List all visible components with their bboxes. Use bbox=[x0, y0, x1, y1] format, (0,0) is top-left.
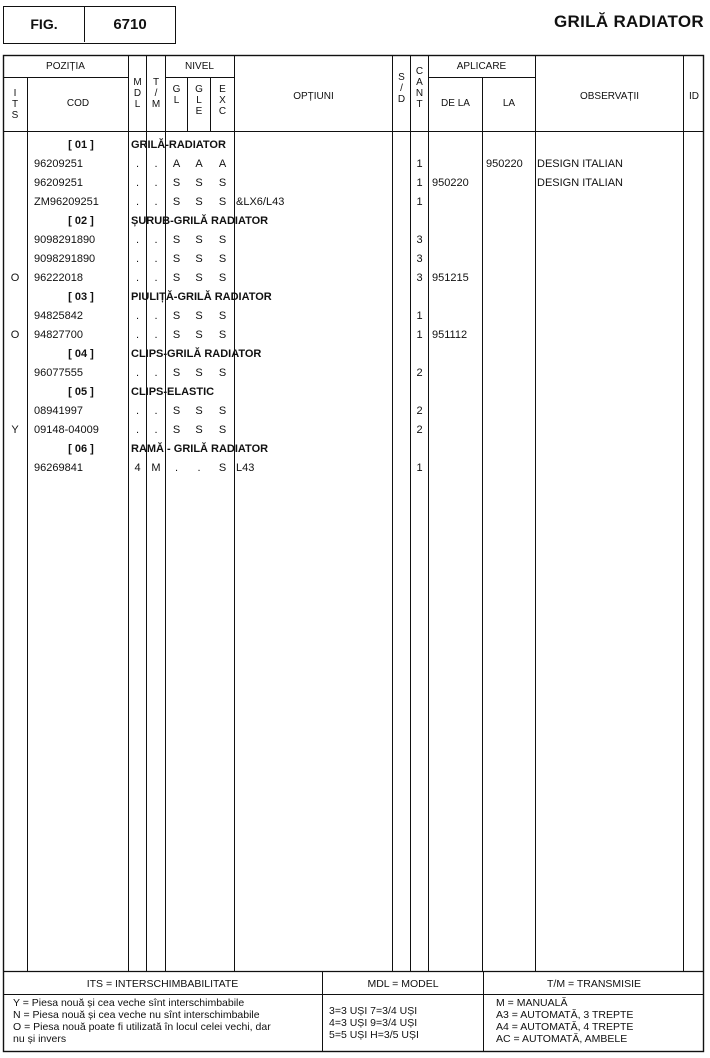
legend-tm-line: M = MANUALĂ bbox=[496, 997, 568, 1009]
cell-tm: M bbox=[151, 462, 161, 474]
cell-cant: 1 bbox=[416, 196, 423, 208]
cell-opt: &LX6/L43 bbox=[236, 196, 285, 208]
legend-its-line: N = Piesa nouă și cea veche nu sînt interschimbabile bbox=[13, 1009, 260, 1021]
cell-gle: S bbox=[195, 253, 203, 265]
cell-exc: A bbox=[218, 158, 227, 170]
cell-gle: S bbox=[195, 329, 203, 341]
cell-its: O bbox=[10, 329, 20, 341]
cell-mdl: . bbox=[135, 272, 140, 284]
cell-mdl: . bbox=[135, 253, 140, 265]
cell-gl: S bbox=[172, 234, 181, 246]
cell-cant: 3 bbox=[416, 234, 423, 246]
cell-gl: . bbox=[174, 462, 179, 474]
cell-gle: S bbox=[195, 405, 203, 417]
cell-its: Y bbox=[11, 424, 19, 436]
header-gl: G L bbox=[172, 84, 181, 106]
header-its: I T S bbox=[11, 88, 19, 121]
cell-gle: S bbox=[195, 234, 203, 246]
cell-gle: S bbox=[195, 272, 203, 284]
cell-cod: 9098291890 bbox=[34, 234, 96, 246]
group-name: ȘURUB-GRILĂ RADIATOR bbox=[131, 215, 269, 227]
cell-exc: S bbox=[218, 253, 227, 265]
cell-gle: A bbox=[195, 158, 203, 170]
legend-tm-title: T/M = TRANSMISIE bbox=[546, 978, 642, 990]
legend-mdl-lines bbox=[329, 1005, 419, 1041]
cell-de-la: 951215 bbox=[432, 272, 469, 284]
cell-cant: 2 bbox=[416, 405, 423, 417]
legend-tm-lines bbox=[496, 997, 633, 1045]
cell-mdl: . bbox=[135, 367, 140, 379]
cell-tm: . bbox=[154, 272, 158, 284]
cell-tm: . bbox=[154, 177, 158, 189]
header-cod: COD bbox=[66, 98, 90, 109]
legend-mdl-title: MDL = MODEL bbox=[367, 978, 439, 990]
legend-its-line: O = Piesa nouă poate fi utilizată în locul celei vechi, dar bbox=[13, 1021, 271, 1033]
cell-de-la: 950220 bbox=[432, 177, 469, 189]
cell-cod: 08941997 bbox=[34, 405, 83, 417]
header-pozitia: POZIȚIA bbox=[46, 61, 85, 72]
cell-mdl: . bbox=[135, 405, 140, 417]
cell-exc: S bbox=[218, 234, 227, 246]
cell-exc: S bbox=[218, 367, 227, 379]
group-position: [ 05 ] bbox=[68, 386, 94, 398]
cell-exc: S bbox=[218, 177, 227, 189]
cell-gle: S bbox=[195, 424, 203, 436]
cell-exc: S bbox=[218, 196, 227, 208]
header-cant: C A N T bbox=[415, 66, 424, 110]
cell-cant: 2 bbox=[416, 424, 423, 436]
cell-tm: . bbox=[154, 424, 158, 436]
cell-gl: S bbox=[172, 405, 181, 417]
cell-obs: DESIGN ITALIAN bbox=[537, 158, 623, 170]
group-name: CLIPS-ELASTIC bbox=[131, 386, 215, 398]
cell-mdl: . bbox=[135, 196, 140, 208]
cell-cant: 1 bbox=[416, 329, 423, 341]
cell-cant: 2 bbox=[416, 367, 423, 379]
cell-opt: L43 bbox=[236, 462, 255, 474]
cell-cant: 3 bbox=[416, 253, 423, 265]
group-position: [ 06 ] bbox=[68, 443, 94, 455]
cell-tm: . bbox=[154, 310, 158, 322]
cell-tm: . bbox=[154, 196, 158, 208]
cell-exc: S bbox=[218, 329, 227, 341]
page-title: GRILĂ RADIATOR bbox=[554, 12, 704, 31]
cell-cant: 1 bbox=[416, 158, 423, 170]
cell-gl: S bbox=[172, 253, 181, 265]
cell-gl: S bbox=[172, 310, 181, 322]
cell-tm: . bbox=[154, 405, 158, 417]
cell-cod: 96209251 bbox=[34, 158, 83, 170]
group-position: [ 01 ] bbox=[68, 139, 94, 151]
cell-mdl: 4 bbox=[134, 462, 141, 474]
cell-cod: 94827700 bbox=[34, 329, 83, 341]
legend-tm-line: A4 = AUTOMATĂ, 4 TREPTE bbox=[496, 1021, 634, 1033]
cell-exc: S bbox=[218, 310, 227, 322]
cell-la: 950220 bbox=[486, 158, 523, 170]
cell-tm: . bbox=[154, 253, 158, 265]
cell-exc: S bbox=[218, 424, 227, 436]
cell-gle: S bbox=[195, 196, 203, 208]
legend-its-line: nu și invers bbox=[13, 1033, 67, 1045]
cell-gle: . bbox=[197, 462, 201, 474]
cell-mdl: . bbox=[135, 158, 140, 170]
cell-mdl: . bbox=[135, 424, 140, 436]
cell-tm: . bbox=[154, 234, 158, 246]
cell-gl: S bbox=[172, 272, 181, 284]
legend-mdl-line: 4=3 UȘI 9=3/4 UȘI bbox=[329, 1017, 418, 1029]
cell-cod: 96209251 bbox=[34, 177, 83, 189]
cell-cod: 96269841 bbox=[34, 462, 83, 474]
legend-its-title: ITS = INTERSCHIMBABILITATE bbox=[86, 978, 239, 990]
cell-gle: S bbox=[195, 367, 203, 379]
header-optiuni: OPȚIUNI bbox=[293, 91, 334, 102]
figure-number: 6710 bbox=[113, 16, 147, 33]
group-name: RAMĂ - GRILĂ RADIATOR bbox=[131, 443, 269, 455]
cell-mdl: . bbox=[135, 234, 140, 246]
cell-cod: 9098291890 bbox=[34, 253, 96, 265]
cell-cant: 1 bbox=[416, 177, 423, 189]
cell-cod: 96222018 bbox=[34, 272, 83, 284]
cell-cod: 09148-04009 bbox=[34, 424, 99, 436]
cell-mdl: . bbox=[135, 310, 140, 322]
cell-obs: DESIGN ITALIAN bbox=[537, 177, 623, 189]
cell-gl: S bbox=[172, 367, 181, 379]
group-position: [ 04 ] bbox=[68, 348, 94, 360]
cell-mdl: . bbox=[135, 177, 140, 189]
cell-cant: 1 bbox=[416, 310, 423, 322]
legend-tm-line: A3 = AUTOMATĂ, 3 TREPTE bbox=[496, 1009, 634, 1021]
cell-exc: S bbox=[218, 272, 227, 284]
legend-tm-line: AC = AUTOMATĂ, AMBELE bbox=[496, 1033, 628, 1045]
cell-cant: 3 bbox=[416, 272, 423, 284]
cell-cant: 1 bbox=[416, 462, 423, 474]
header-aplicare: APLICARE bbox=[456, 61, 507, 72]
cell-gl: S bbox=[172, 329, 181, 341]
header-id: ID bbox=[689, 91, 699, 102]
legend-mdl-line: 5=5 UȘI H=3/5 UȘI bbox=[329, 1029, 419, 1041]
cell-exc: S bbox=[218, 405, 227, 417]
header-nivel: NIVEL bbox=[185, 61, 214, 72]
legend-mdl-line: 3=3 UȘI 7=3/4 UȘI bbox=[329, 1005, 418, 1017]
header-la: LA bbox=[502, 98, 516, 109]
cell-gle: S bbox=[195, 177, 203, 189]
cell-gl: S bbox=[172, 196, 181, 208]
legend-its-lines bbox=[13, 997, 271, 1045]
header-gle: G L E bbox=[195, 84, 203, 117]
cell-cod: 94825842 bbox=[34, 310, 83, 322]
cell-cod: 96077555 bbox=[34, 367, 83, 379]
cell-gl: S bbox=[172, 424, 181, 436]
cell-mdl: . bbox=[135, 329, 140, 341]
cell-de-la: 951112 bbox=[432, 329, 468, 341]
header-mdl: M D L bbox=[133, 77, 142, 110]
legend-its-line: Y = Piesa nouă și cea veche sînt interschimbabile bbox=[13, 997, 245, 1009]
cell-tm: . bbox=[154, 329, 158, 341]
cell-its: O bbox=[10, 272, 20, 284]
header-exc: E X C bbox=[218, 84, 227, 117]
group-position: [ 03 ] bbox=[68, 291, 94, 303]
header-sd: S / D bbox=[397, 72, 406, 105]
cell-tm: . bbox=[154, 367, 158, 379]
figure-label: FIG. bbox=[4, 7, 85, 42]
cell-tm: . bbox=[154, 158, 158, 170]
cell-gle: S bbox=[195, 310, 203, 322]
cell-exc: S bbox=[218, 462, 227, 474]
cell-gl: A bbox=[172, 158, 181, 170]
cell-gl: S bbox=[172, 177, 181, 189]
header-tm: T / M bbox=[151, 77, 161, 110]
group-position: [ 02 ] bbox=[68, 215, 94, 227]
group-name: GRILĂ-RADIATOR bbox=[131, 139, 226, 151]
header-observatii: OBSERVAȚII bbox=[579, 91, 640, 102]
group-name: CLIPS-GRILĂ RADIATOR bbox=[131, 348, 262, 360]
header-de-la: DE LA bbox=[441, 98, 470, 109]
cell-cod: ZM96209251 bbox=[34, 196, 99, 208]
group-name: PIULIȚĂ-GRILĂ RADIATOR bbox=[131, 291, 272, 303]
